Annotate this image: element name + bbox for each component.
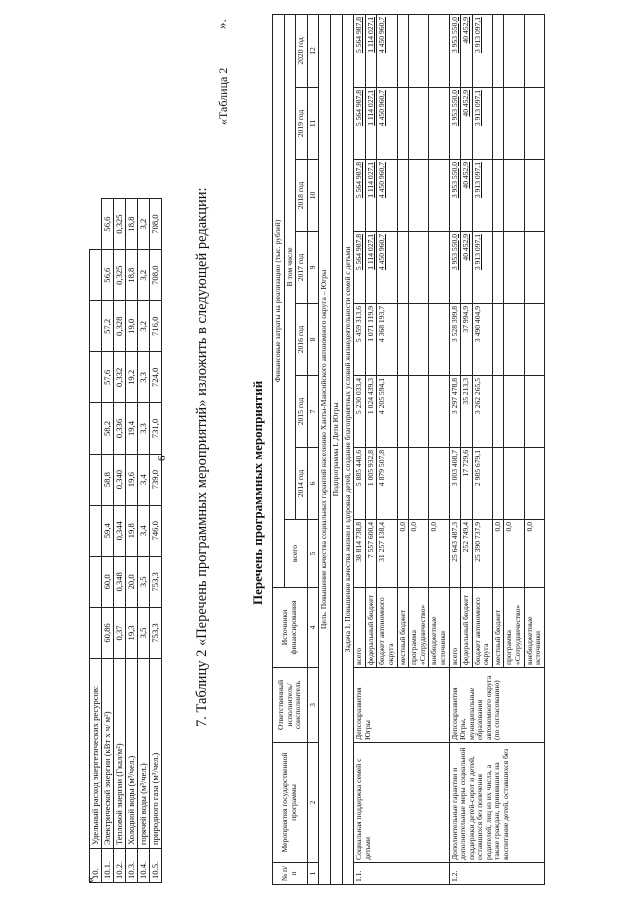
row-number: 10.1. (102, 849, 114, 883)
table-row (102, 199, 114, 883)
table-cell (524, 232, 544, 304)
table-cell: 3 953 550,0 (449, 232, 461, 304)
table-cell: 20,0 (126, 556, 138, 607)
table-cell (409, 232, 429, 304)
year-header: 2014 год (296, 448, 308, 520)
column-number: 10 (307, 160, 319, 232)
table-cell (524, 448, 544, 520)
table-cell: 1 114 027,1 (365, 14, 377, 87)
column-number: 11 (307, 88, 319, 160)
table-cell: 252 749,4 (461, 520, 473, 588)
table-cell: 3,4 (138, 454, 150, 505)
table-cell (429, 376, 449, 448)
table-cell: 716,0 (150, 301, 162, 352)
table-cell: 3,5 (138, 556, 150, 607)
table-cell (524, 160, 544, 232)
activity-name: Дополнительные гарантии и дополнительные меры социальной поддержки детей-сирот и детей, оставшихся без попечения родителей, лиц из их числа, а также граждан, принявших на воспитание детей, оставшихся без (449, 743, 544, 863)
funding-source: местный бюджет (397, 588, 409, 668)
table-cell: 2 985 679,1 (472, 448, 492, 520)
energy-consumption-table (89, 198, 162, 883)
table-cell (504, 448, 524, 520)
row-name: Тепловой энергии (Гкал/м²) (114, 659, 126, 849)
table-cell: 4 450 960,7 (377, 160, 397, 232)
table-cell (524, 14, 544, 87)
table-cell: 18,8 (126, 199, 138, 250)
column-number: 1 (307, 863, 319, 885)
table-cell (492, 304, 504, 376)
table-cell (409, 304, 429, 376)
table-cell: 5 564 987,8 (354, 88, 366, 160)
table-cell (429, 88, 449, 160)
table-row (114, 199, 126, 883)
funding-source: программа «Сотрудничество» (504, 588, 524, 668)
table-cell: 0,340 (114, 454, 126, 505)
table-cell: 60,0 (102, 556, 114, 607)
table-cell: 0,0 (524, 520, 544, 588)
table-cell (90, 607, 102, 658)
table-cell: 3,5 (138, 607, 150, 658)
table-cell: 25 390 737,9 (472, 520, 492, 588)
column-number: 8 (307, 304, 319, 376)
table-cell: 708,0 (150, 199, 162, 250)
row-number: 10.2. (114, 849, 126, 883)
table-cell: 724,0 (150, 352, 162, 403)
table-cell: 0,332 (114, 352, 126, 403)
closing-quote: ». (214, 19, 229, 29)
table-cell: 4 368 193,7 (377, 304, 397, 376)
column-number: 9 (307, 232, 319, 304)
table-cell: 0,0 (397, 520, 409, 588)
year-header: 2020 год (296, 14, 308, 87)
table-cell: 57,6 (102, 352, 114, 403)
table-cell: 19,2 (126, 352, 138, 403)
table-cell: 0,336 (114, 403, 126, 454)
table-cell: 3,3 (138, 352, 150, 403)
table-cell: 5 885 440,6 (354, 448, 366, 520)
table-cell (492, 160, 504, 232)
table-cell (90, 352, 102, 403)
column-number: 12 (307, 14, 319, 87)
table-cell: 0,0 (504, 520, 524, 588)
table-cell: 0,37 (114, 607, 126, 658)
table-cell: 5 564 987,8 (354, 160, 366, 232)
table-cell: 58,2 (102, 403, 114, 454)
table-row (354, 14, 366, 884)
header-event: Мероприятия государственной программы (273, 743, 308, 863)
row-number: 10.5. (150, 849, 162, 883)
activity-responsible: Депсоцразвития Югры (354, 668, 449, 743)
table-cell: 4 205 594,1 (377, 376, 397, 448)
table-cell: 753,3 (150, 607, 162, 658)
table-cell (524, 304, 544, 376)
row-name: Электрической энергии (кВт х ч/ м²) (102, 659, 114, 849)
table-header-row (273, 14, 285, 884)
table-cell: 3 913 097,1 (472, 232, 492, 304)
table-row (150, 199, 162, 883)
table-cell: 3 953 550,0 (449, 160, 461, 232)
table-cell (90, 250, 102, 301)
year-header: 2018 год (296, 160, 308, 232)
table-cell: 3,4 (138, 505, 150, 556)
table-cell (429, 160, 449, 232)
funding-source: бюджет автономного округа (377, 588, 397, 668)
table-cell (90, 505, 102, 556)
column-number: 3 (307, 668, 319, 743)
table-cell: 753,3 (150, 556, 162, 607)
table-cell: 18,8 (126, 250, 138, 301)
column-number: 2 (307, 743, 319, 863)
table-cell: 5 564 987,8 (354, 232, 366, 304)
table-cell: 25 643 487,3 (449, 520, 461, 588)
table-cell: 0,344 (114, 505, 126, 556)
table-cell: 0,348 (114, 556, 126, 607)
row-number: 10.4. (138, 849, 150, 883)
funding-source: внебюджетные источники (524, 588, 544, 668)
table-cell: 5 230 033,4 (354, 376, 366, 448)
table-cell: 19,6 (126, 454, 138, 505)
task-row (342, 14, 354, 884)
table-cell (409, 14, 429, 87)
activity-name: Социальная поддержка семей с детьми (354, 743, 449, 863)
table-cell (397, 160, 409, 232)
year-header: 2015 год (296, 376, 308, 448)
table-row (90, 199, 102, 883)
row-name: горячей воды (м³/чел.) (138, 659, 150, 849)
table-row (449, 14, 461, 884)
table-cell (397, 14, 409, 87)
table-cell: 3 297 478,8 (449, 376, 461, 448)
column-number: 6 (307, 448, 319, 520)
table-cell (90, 403, 102, 454)
table-cell: 4 450 960,7 (377, 88, 397, 160)
funding-source: всего (354, 588, 366, 668)
table-cell: 746,0 (150, 505, 162, 556)
table-cell (409, 160, 429, 232)
table-label: «Таблица 2 (216, 67, 230, 125)
table-cell (492, 376, 504, 448)
header-including: В том числе (284, 14, 296, 519)
table-cell: 0,0 (409, 520, 429, 588)
table-cell: 58,8 (102, 454, 114, 505)
table-cell: 19,8 (126, 505, 138, 556)
table-cell: 60,86 (102, 607, 114, 658)
funding-source: местный бюджет (492, 588, 504, 668)
activity-responsible: Депсоцразвития Югры, муниципальные образования автономного округа (по согласованию) (449, 668, 544, 743)
funding-source: внебюджетные источники (429, 588, 449, 668)
table-cell (397, 448, 409, 520)
table-cell: 56,6 (102, 199, 114, 250)
table-cell: 3 953 550,0 (449, 88, 461, 160)
table-cell: 731,0 (150, 403, 162, 454)
column-numbers-row (307, 14, 319, 884)
header-responsible: Ответственный исполнитель/ соисполнитель (273, 668, 308, 743)
table-cell (397, 376, 409, 448)
table-cell: 0,328 (114, 301, 126, 352)
table-cell (504, 232, 524, 304)
table-cell: 4 450 960,7 (377, 14, 397, 87)
section-heading: 7. Таблицу 2 «Перечень программных мероприятий» изложить в следующей редакции: (194, 187, 210, 727)
table-cell: 0,325 (114, 250, 126, 301)
table-cell (492, 88, 504, 160)
table-cell: 57,2 (102, 301, 114, 352)
table-cell: 3,2 (138, 199, 150, 250)
table-cell (492, 232, 504, 304)
table-cell: 31 257 138,4 (377, 520, 397, 588)
column-number: 5 (307, 520, 319, 588)
table-cell: 35 213,3 (461, 376, 473, 448)
header-num: № п/п (273, 863, 308, 885)
table-cell (429, 232, 449, 304)
table-cell: 37 994,9 (461, 304, 473, 376)
row-name: Удельный расход энергетических ресурсов: (90, 659, 102, 849)
funding-source: федеральный бюджет (461, 588, 473, 668)
table-cell (397, 88, 409, 160)
subprogram-text: Подпрограмма I. Дети Югры (330, 14, 342, 884)
table-cell: 59,4 (102, 505, 114, 556)
table-cell (90, 454, 102, 505)
table-row (126, 199, 138, 883)
table-cell: 3 528 399,8 (449, 304, 461, 376)
table-cell: 40 452,9 (461, 88, 473, 160)
table-cell: 1 005 932,8 (365, 448, 377, 520)
table-cell (504, 376, 524, 448)
table-cell: 56,6 (102, 250, 114, 301)
table-cell: 0,325 (114, 199, 126, 250)
table-cell: 3 262 265,5 (472, 376, 492, 448)
table-cell: 40 452,9 (461, 14, 473, 87)
table-cell: 7 557 600,4 (365, 520, 377, 588)
table-cell: 40 452,9 (461, 160, 473, 232)
row-name: Холодной воды (м³/чел.) (126, 659, 138, 849)
table-cell (409, 376, 429, 448)
table-cell: 1 114 027,1 (365, 88, 377, 160)
table-cell: 5 459 313,6 (354, 304, 366, 376)
activity-number: 1.1. (354, 863, 449, 885)
table-cell (492, 14, 504, 87)
list-title: Перечень программных мероприятий (250, 380, 265, 605)
header-financing: Финансовые затраты на реализацию (тыс. рублей) (273, 14, 285, 587)
table-cell: 3 913 097,1 (472, 14, 492, 87)
goal-row (319, 14, 331, 884)
table-cell: 3 913 097,1 (472, 88, 492, 160)
table-cell: 1 024 439,3 (365, 376, 377, 448)
table-cell: 19,3 (126, 607, 138, 658)
table-cell (524, 376, 544, 448)
subprogram-row (330, 14, 342, 884)
table-cell: 1 071 119,9 (365, 304, 377, 376)
table-cell (397, 304, 409, 376)
table-row (138, 199, 150, 883)
table-cell: 5 564 987,8 (354, 14, 366, 87)
table-cell: 17 729,6 (461, 448, 473, 520)
table-cell: 4 879 507,8 (377, 448, 397, 520)
table-cell: 19,0 (126, 301, 138, 352)
table-cell: 739,0 (150, 454, 162, 505)
table-cell (429, 304, 449, 376)
table-cell: 3 913 097,1 (472, 160, 492, 232)
row-name: природного газа (м³/чел.) (150, 659, 162, 849)
column-number: 7 (307, 376, 319, 448)
funding-source: федеральный бюджет (365, 588, 377, 668)
table-cell (90, 556, 102, 607)
table-cell: 0,0 (492, 520, 504, 588)
column-number: 4 (307, 588, 319, 668)
table-cell: 3 490 404,9 (472, 304, 492, 376)
table-cell (90, 301, 102, 352)
table-cell: 3,2 (138, 250, 150, 301)
page-number: 6 (156, 455, 168, 461)
table-cell (397, 232, 409, 304)
row-number: 10. (90, 849, 102, 883)
table-cell (409, 448, 429, 520)
row-number: 10.3. (126, 849, 138, 883)
table-cell: 3,3 (138, 403, 150, 454)
table-cell: 38 814 738,8 (354, 520, 366, 588)
funding-source: программа «Сотрудничество» (409, 588, 429, 668)
year-header: 2016 год (296, 304, 308, 376)
table-cell: 3,2 (138, 301, 150, 352)
table-cell (504, 88, 524, 160)
table-cell: 0,0 (429, 520, 449, 588)
program-activities-table (272, 14, 545, 885)
table-cell: 3 953 550,0 (449, 14, 461, 87)
table-cell (429, 14, 449, 87)
table-cell: 40 452,9 (461, 232, 473, 304)
opening-quote: « (82, 876, 97, 883)
table-cell (429, 448, 449, 520)
funding-source: бюджет автономного округа (472, 588, 492, 668)
table-cell (524, 88, 544, 160)
year-header: 2019 год (296, 88, 308, 160)
table-cell: 708,0 (150, 250, 162, 301)
table-cell: 3 003 408,7 (449, 448, 461, 520)
header-source: Источники финансирования (273, 588, 308, 668)
goal-text: Цель. Повышение качества социальных гарантий населению Ханты-Мансийского автономного округа – Югры (319, 14, 331, 884)
funding-source: всего (449, 588, 461, 668)
table-cell (504, 160, 524, 232)
header-total: всего (284, 520, 307, 588)
activity-number: 1.2. (449, 863, 544, 885)
table-cell: 1 114 027,1 (365, 232, 377, 304)
table-cell (504, 304, 524, 376)
table-cell: 1 114 027,1 (365, 160, 377, 232)
table-cell (492, 448, 504, 520)
task-text: Задача 1. Повышение качества жизни и здоровья детей, создание благоприятных условий жизнедеятельности семей с детьми (342, 14, 354, 884)
table-cell (409, 88, 429, 160)
table-cell: 4 450 960,7 (377, 232, 397, 304)
year-header: 2017 год (296, 232, 308, 304)
table-cell: 19,4 (126, 403, 138, 454)
table-cell (504, 14, 524, 87)
